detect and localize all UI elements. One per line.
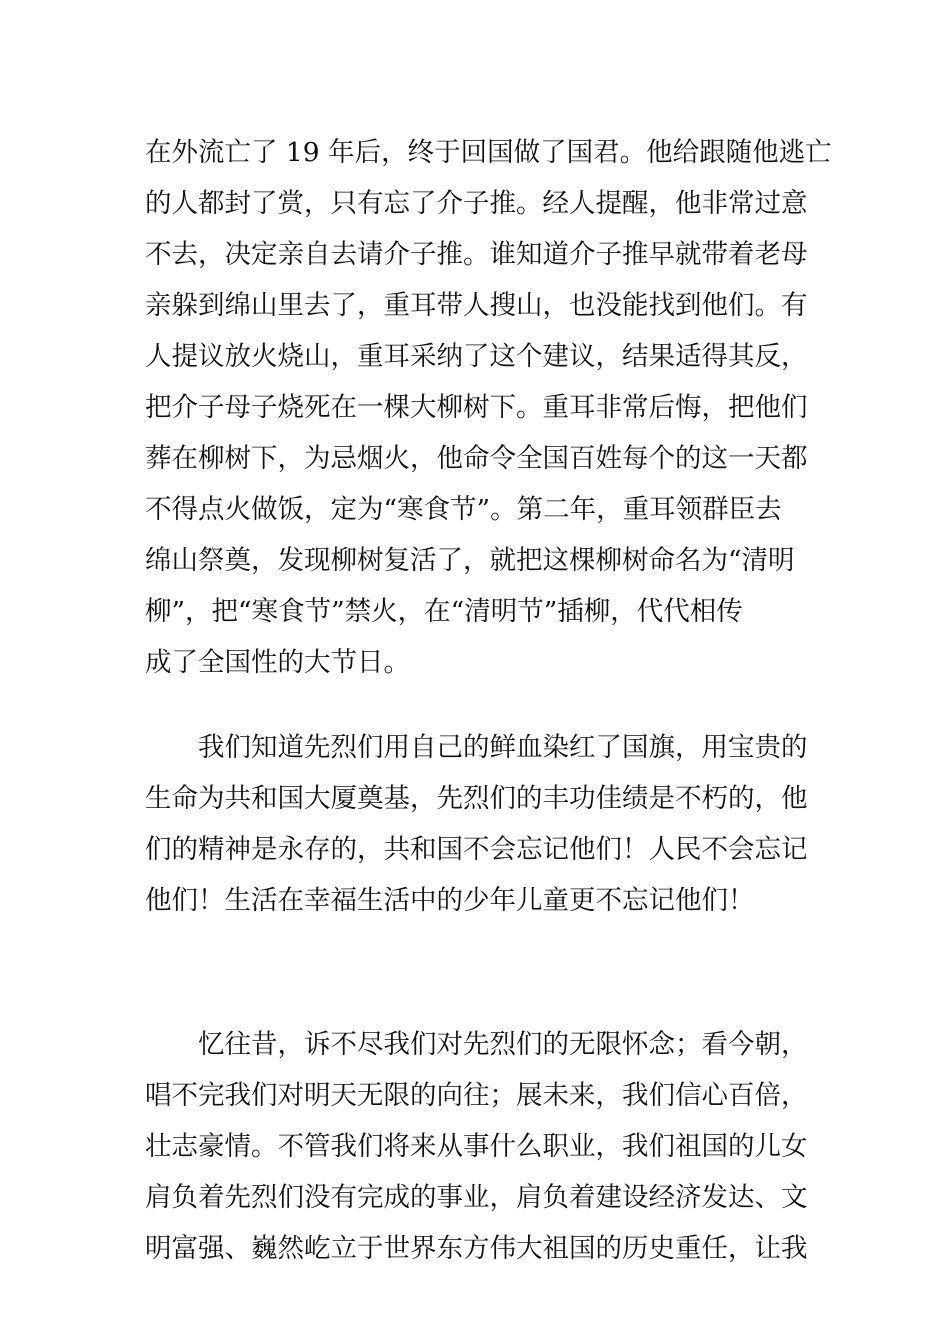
- text-line: 明富强、巍然屹立于世界东方伟大祖国的历史重任，让我: [145, 1233, 808, 1264]
- paragraph-jie-zitui-story: [145, 127, 832, 688]
- paragraph-past-present-future: [145, 1019, 815, 1274]
- text-line: 壮志豪情。不管我们将来从事什么职业，我们祖国的儿女: [145, 1131, 808, 1162]
- text-line: 绵山祭奠，发现柳树复活了，就把这棵柳树命名为“清明: [145, 545, 795, 576]
- text-line-first: 忆往昔，诉不尽我们对先烈们的无限怀念；看今朝，: [198, 1029, 808, 1060]
- text-line: 葬在柳树下，为忌烟火，他命令全国百姓每个的这一天都: [145, 443, 808, 474]
- text-line: 不得点火做饭，定为“寒食节”。第二年，重耳领群臣去: [145, 494, 782, 525]
- text-line: 们的精神是永存的，共和国不会忘记他们！人民不会忘记: [145, 834, 808, 865]
- text-line: 唱不完我们对明天无限的向往；展未来，我们信心百倍，: [145, 1080, 808, 1111]
- text-line: 在外流亡了 19 年后，终于回国做了国君。他给跟随他逃亡: [145, 137, 832, 168]
- text-line: 肩负着先烈们没有完成的事业，肩负着建设经济发达、文: [145, 1182, 808, 1213]
- paragraph-martyrs-remembrance: [145, 722, 815, 926]
- text-line: 柳”，把“寒食节”禁火，在“清明节”插柳，代代相传: [145, 596, 743, 627]
- text-line: 生命为共和国大厦奠基，先烈们的丰功佳绩是不朽的，他: [145, 783, 808, 814]
- text-line: 人提议放火烧山，重耳采纳了这个建议，结果适得其反，: [145, 341, 808, 372]
- text-line: 成了全国性的大节日。: [145, 647, 410, 678]
- text-line: 他们！生活在幸福生活中的少年儿童更不忘记他们！: [145, 885, 755, 916]
- text-line: 的人都封了赏，只有忘了介子推。经人提醒，他非常过意: [145, 188, 808, 219]
- text-line: 不去，决定亲自去请介子推。谁知道介子推早就带着老母: [145, 239, 808, 270]
- text-line: 亲躲到绵山里去了，重耳带人搜山，也没能找到他们。有: [145, 290, 808, 321]
- text-line-first: 我们知道先烈们用自己的鲜血染红了国旗，用宝贵的: [198, 732, 808, 763]
- text-line: 把介子母子烧死在一棵大柳树下。重耳非常后悔，把他们: [145, 392, 808, 423]
